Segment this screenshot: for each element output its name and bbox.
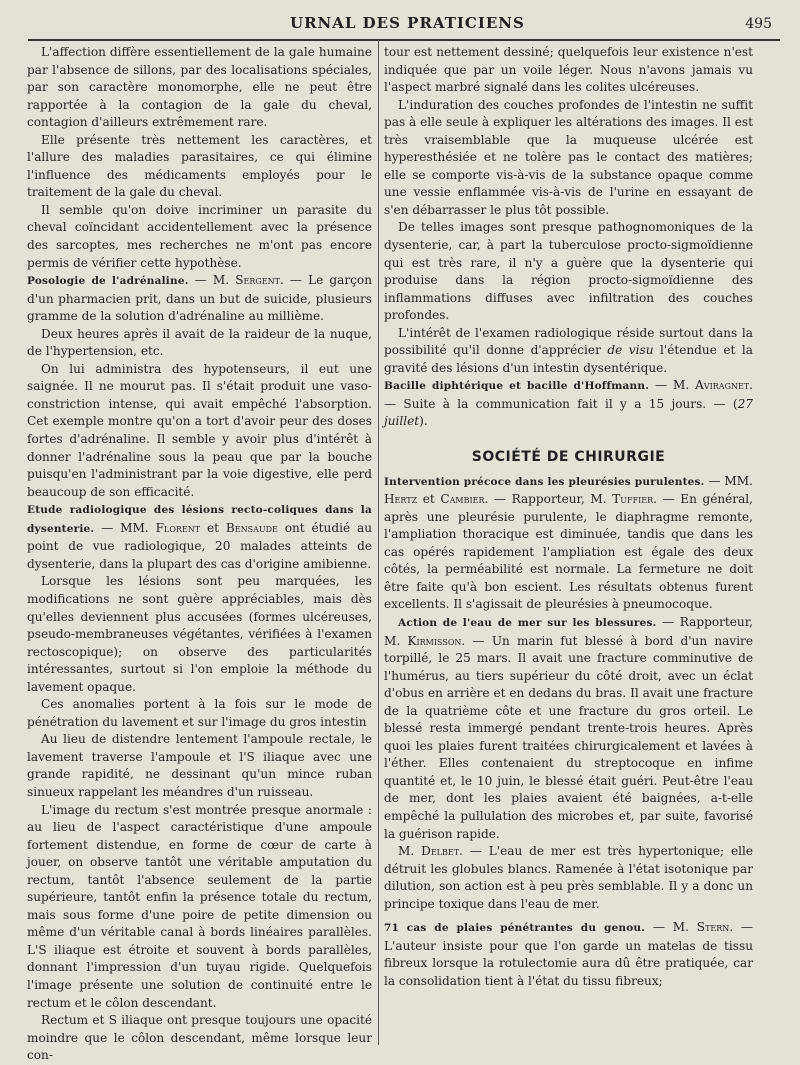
section-etude-radiologique: Etude radiologique des lésions recto-coliques dans la dysenterie. — MM. Florent et Bensaude ont étudié au point de vue radiologique, 20 malades atteints de dysenterie, dans la plupart des cas d'origine amibienne. [27,504,372,571]
paragraph: Deux heures après il avait de la raideur de la nuque, de l'hypertension, etc. [27,326,372,359]
section-genou: 71 cas de plaies pénétrantes du genou. — M. Stern. — L'auteur insiste pour que l'on garde un matelas de tissu fibreux lorsque la rotulectomie aura dû être pratiquée, car la consolidation tient à l'état du tissu fibreux; [384,920,753,988]
author-name: Hertz [384,492,418,507]
paragraph: Il semble qu'on doive incriminer un parasite du cheval coïncidant accidentellement avec la présence des sarcoptes, mes recherches ne m'ont pas encore permis de vérifier cette hypothèse. [27,202,372,270]
author-name: Aviragnet [695,378,750,393]
author-name: Cambier [440,492,485,507]
running-title: URNAL DES PRATICIENS [290,14,525,32]
paragraph: Ces anomalies portent à la fois sur le mode de pénétration du lavement et sur l'image du gros intestin [27,697,372,729]
author-name: Stern [696,920,730,935]
section-title: Posologie de l'adrénaline. [27,275,189,288]
page-number: 495 [745,16,772,32]
paragraph: L'intérêt de l'examen radiologique réside surtout dans la possibilité qu'il donne d'apprécier de visu l'étendue et la gravité des lésions d'un intestin dysentérique. [384,325,753,375]
section-title: 71 cas de plaies pénétrantes du genou. [384,922,646,935]
paragraph: M. Delbet. — L'eau de mer est très hypertonique; elle détruit les globules blancs. Ramenée à l'état isotonique par dilution, son action est à peu près semblable. Il y a donc un principe toxique dans l'eau de mer. [384,844,753,911]
society-heading: SOCIÉTÉ DE CHIRURGIE [471,449,666,466]
paragraph: Au lieu de distendre lentement l'ampoule rectale, le lavement traverse l'ampoule et l'S iliaque avec une grande rapidité, ne dessinant qu'un mince ruban sinueux rappelant les méandres d'un ruisseau. [27,732,372,799]
section-title: Intervention précoce dans les pleurésies purulentes. [384,475,705,488]
page-header [28,6,780,34]
paragraph: Rectum et S iliaque ont presque toujours une opacité moindre que le côlon descendant, même lorsque leur con- [27,1013,372,1063]
column-divider [378,40,379,1045]
right-column [384,44,753,990]
author-name: Kirmisson [407,633,462,648]
author-name: Bensaude [225,520,278,535]
paragraph: Lorsque les lésions sont peu marquées, les modifications ne sont guère appréciables, mais dès qu'elles deviennent plus accusées (formes ulcéreuses, pseudo-membraneuses végétantes, vérifiées à l'examen rectoscopique); on observe des particularités intéressantes, surtout si l'on emploie la méthode du lavement opaque. [27,574,372,694]
author-name: Florent [155,520,201,535]
paragraph: L'induration des couches profondes de l'intestin ne suffit pas à elle seule à expliquer les altérations des images. Il est très vraisemblable que la muqueuse ulcérée est hyperesthésiée et ne tolère pas le contact des matières; elle se comporte vis-à-vis de la substance opaque comme une vessie enflammée vis-à-vis de l'urine en essayant de s'en débarrasser le plus tôt possible. [384,97,753,217]
paragraph: Elle présente très nettement les caractères, et l'allure des maladies parasitaires, ce qui élimine l'influence des médicaments employés pour le traitement de la gale du cheval. [27,132,372,200]
author-name: Tuffier [612,492,654,507]
paragraph: L'affection diffère essentiellement de la gale humaine par l'absence de sillons, par des localisations spéciales, par son caractère monomorphe, elle ne peut être rapportée à la contagion de la gale du cheval, contagion d'ailleurs extrêmement rare. [27,45,372,130]
author-name: Delbet [421,844,460,859]
paragraph: On lui administra des hypotenseurs, il eut une saignée. Il ne mourut pas. Il s'était produit une vaso-constriction intense, qui avait empêché l'absorption. Cet exemple montre qu'on a tort d'avoir peur des doses fortes d'adrénaline. Il semble y avoir plus d'intérêt à donner l'adrénaline sous la peau que par la bouche puisqu'en l'administrant par la voie digestive, elle perd beaucoup de son efficacité. [27,361,372,499]
section-pleuresies: Intervention précoce dans les pleurésies purulentes. — MM. Hertz et Cambier. — Rapporteur, M. Tuffier. — En général, après une pleurésie purulente, le diaphragme remonte, l'ampliation thoracique est diminuée, tandis que dans les cas opérés rapidement l'ampliation est égale des deux côtés, la perméabilité est normale. La fermeture ne doit être faite qu'à bon escient. Les résultats obtenus furent excellents. Il s'agissait de pleurésies à pneumocoque. [384,473,753,612]
section-posologie: Posologie de l'adrénaline. — M. Sergent. — Le garçon d'un pharmacien prit, dans un but de suicide, plusieurs gramme de la solution d'adrénaline au millième. [27,273,372,324]
author-name: Sergent [235,273,280,288]
paragraph: L'image du rectum s'est montrée presque anormale : au lieu de l'aspect caractéristique d'une ampoule fortement distendue, en forme de cœur de carte à jouer, on observe tantôt une véritable amputation du rectum, tantôt l'absence seulement de la partie supérieure, tantôt enfin la présence totale du rectum, mais sous forme d'une poire de petite dimension ou même d'un véritable canal à bords linéaires parallèles. L'S iliaque est étroite et souvent à bords parallèles, donnant l'impression d'un tuyau rigide. Quelquefois l'image présente une solution de continuité entre le rectum et le côlon descendant. [27,802,372,1010]
left-column [27,44,372,1065]
section-title: Bacille diphtérique et bacille d'Hoffmann. [384,380,650,393]
section-title: Etude radiologique des lésions recto-coliques dans la dysenterie. [27,504,372,535]
paragraph: De telles images sont presque pathognomoniques de la dysenterie, car, à part la tuberculose procto-sigmoïdienne qui est très rare, il n'y a guère que la dysenterie qui produise dans la région procto-sigmoïdienne des inflammations diffuses avec infiltration des couches profondes. [384,220,753,323]
section-title: Action de l'eau de mer sur les blessures. [398,616,657,629]
section-eau-de-mer: Action de l'eau de mer sur les blessures. — Rapporteur, M. Kirmisson. — Un marin fut blessé à bord d'un navire torpillé, le 25 mars. Il avait une fracture comminutive de l'humérus, au tiers supérieur du côté droit, avec un éclat d'obus en arrière et en dedans du bras. Il avait une fracture de la quatrième côte et une fracture du gros orteil. Le blessé resta immergé pendant trente-trois heures. Après quoi les plaies furent traitées chirurgicalement et lavées à l'éther. Elles contenaient du streptocoque en infime quantité et, le 10 juin, le blessé était guéri. Peut-être l'eau de mer, dont les plaies avaient été baignées, a-t-elle empêché la pullulation des microbes et, par suite, favorisé la guérison rapide. [384,614,753,841]
section-bacille: Bacille diphtérique et bacille d'Hoffmann. — M. Aviragnet. — Suite à la communication fait il y a 15 jours. — (27 juillet). [384,378,753,429]
paragraph: tour est nettement dessiné; quelquefois leur existence n'est indiquée que par un voile léger. Nous n'avons jamais vu l'aspect marbré signalé dans les colites ulcéreuses. [384,45,753,95]
header-rule [28,39,780,41]
